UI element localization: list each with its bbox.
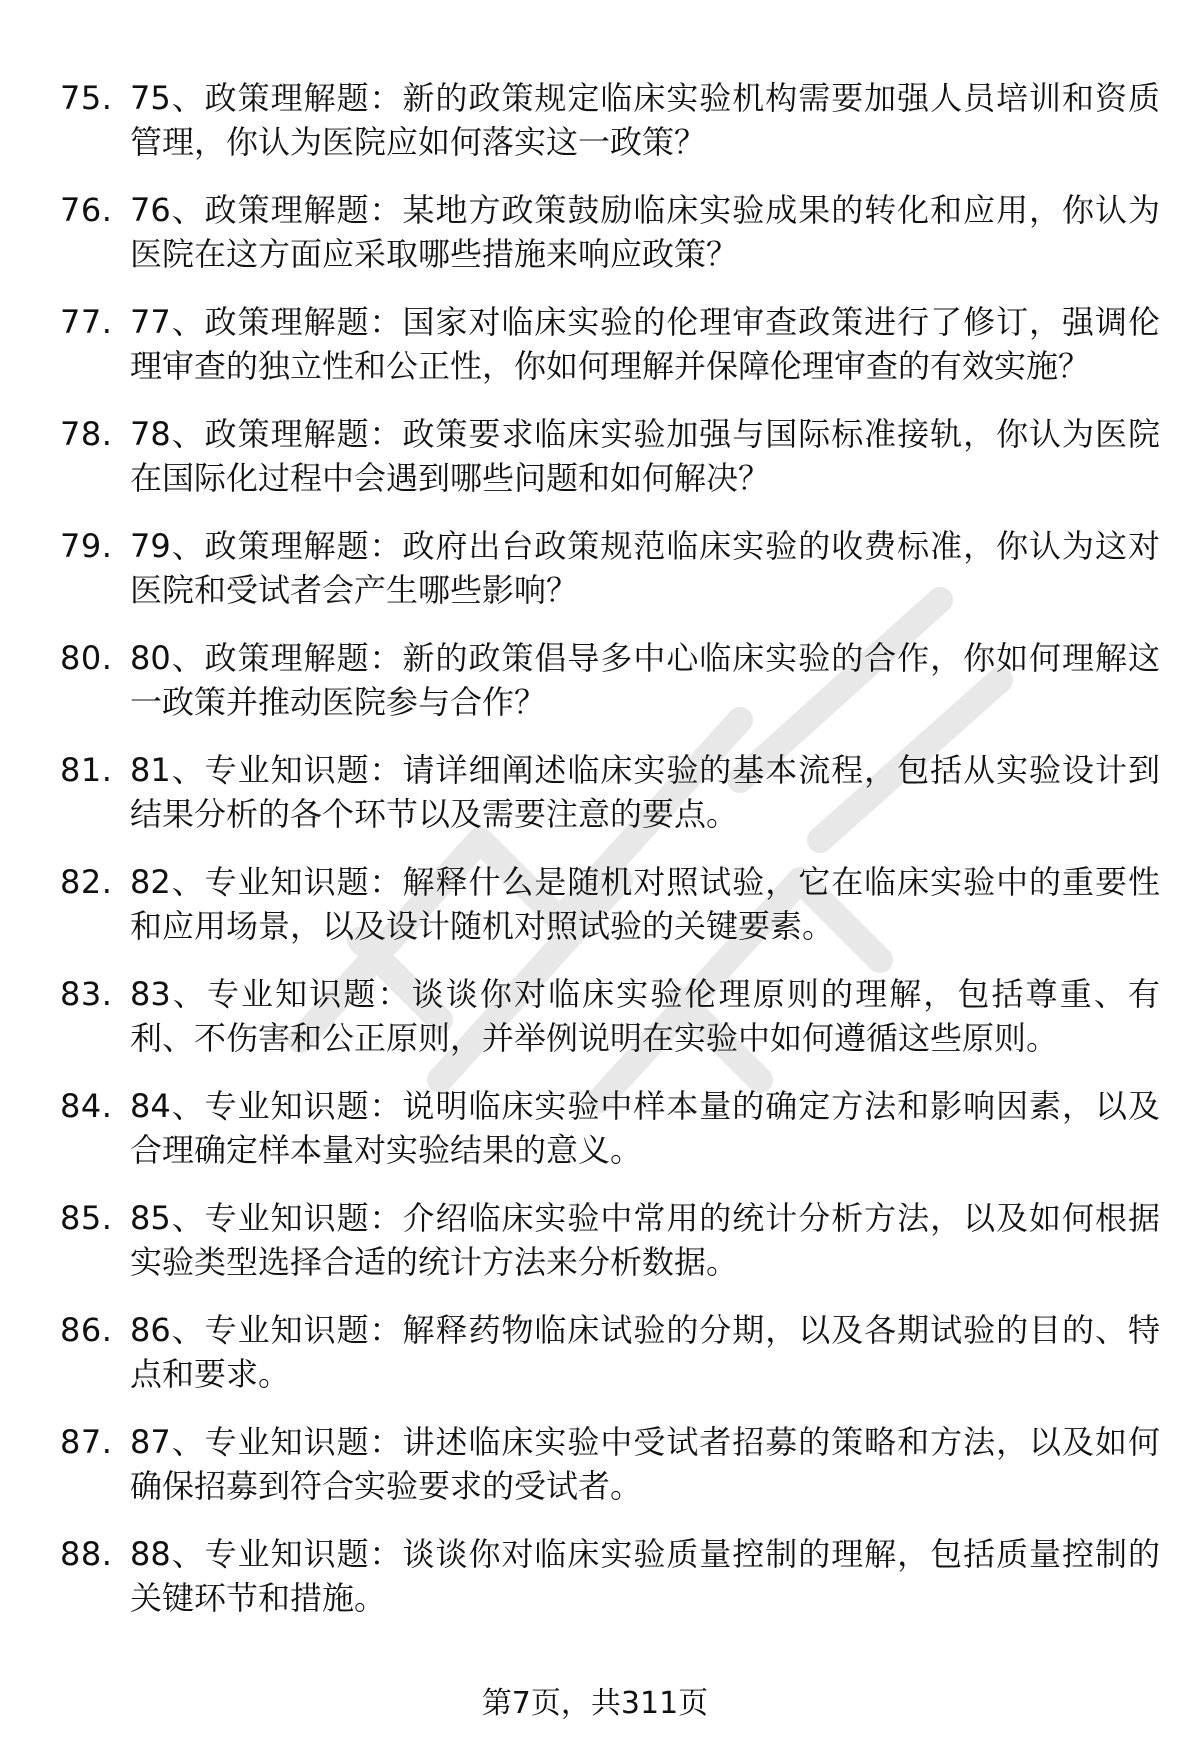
question-item — [60, 636, 1160, 724]
question-item — [60, 524, 1160, 612]
question-list — [60, 76, 1160, 1644]
question-number: 84. — [60, 1087, 113, 1125]
question-item — [60, 1196, 1160, 1284]
question-item — [60, 1084, 1160, 1172]
question-text: 88、专业知识题：谈谈你对临床实验质量控制的理解，包括质量控制的关键环节和措施。 — [130, 1535, 1160, 1617]
question-item — [60, 300, 1160, 388]
question-number: 86. — [60, 1311, 113, 1349]
question-text: 76、政策理解题：某地方政策鼓励临床实验成果的转化和应用，你认为医院在这方面应采取哪些措施来响应政策？ — [130, 191, 1160, 273]
question-number: 83. — [60, 975, 113, 1013]
question-number: 78. — [60, 415, 113, 453]
page-number-footer: 第7页，共311页 — [481, 1686, 709, 1721]
question-item — [60, 860, 1160, 948]
question-number: 77. — [60, 303, 113, 341]
question-text: 80、政策理解题：新的政策倡导多中心临床实验的合作，你如何理解这一政策并推动医院参与合作？ — [130, 639, 1160, 721]
question-item — [60, 972, 1160, 1060]
question-text: 87、专业知识题：讲述临床实验中受试者招募的策略和方法，以及如何确保招募到符合实验要求的受试者。 — [130, 1423, 1160, 1505]
question-item — [60, 1532, 1160, 1620]
question-text: 77、政策理解题：国家对临床实验的伦理审查政策进行了修订，强调伦理审查的独立性和公正性，你如何理解并保障伦理审查的有效实施？ — [130, 303, 1160, 385]
question-number: 79. — [60, 527, 113, 565]
question-text: 84、专业知识题：说明临床实验中样本量的确定方法和影响因素，以及合理确定样本量对实验结果的意义。 — [130, 1087, 1160, 1169]
question-text: 78、政策理解题：政策要求临床实验加强与国际标准接轨，你认为医院在国际化过程中会遇到哪些问题和如何解决？ — [130, 415, 1160, 497]
question-item — [60, 188, 1160, 276]
question-number: 87. — [60, 1423, 113, 1461]
question-number: 85. — [60, 1199, 113, 1237]
question-text: 82、专业知识题：解释什么是随机对照试验，它在临床实验中的重要性和应用场景，以及设计随机对照试验的关键要素。 — [130, 863, 1160, 945]
question-item — [60, 748, 1160, 836]
question-item — [60, 412, 1160, 500]
question-item — [60, 76, 1160, 164]
question-number: 88. — [60, 1535, 113, 1573]
question-text: 75、政策理解题：新的政策规定临床实验机构需要加强人员培训和资质管理，你认为医院应如何落实这一政策？ — [130, 79, 1160, 161]
question-number: 75. — [60, 79, 113, 117]
question-number: 80. — [60, 639, 113, 677]
question-number: 76. — [60, 191, 113, 229]
question-text: 85、专业知识题：介绍临床实验中常用的统计分析方法，以及如何根据实验类型选择合适的统计方法来分析数据。 — [130, 1199, 1160, 1281]
question-item — [60, 1308, 1160, 1396]
question-text: 86、专业知识题：解释药物临床试验的分期，以及各期试验的目的、特点和要求。 — [130, 1311, 1160, 1393]
question-item — [60, 1420, 1160, 1508]
question-number: 82. — [60, 863, 113, 901]
question-text: 81、专业知识题：请详细阐述临床实验的基本流程，包括从实验设计到结果分析的各个环节以及需要注意的要点。 — [130, 751, 1160, 833]
question-number: 81. — [60, 751, 113, 789]
question-text: 79、政策理解题：政府出台政策规范临床实验的收费标准，你认为这对医院和受试者会产生哪些影响？ — [130, 527, 1160, 609]
question-text: 83、专业知识题：谈谈你对临床实验伦理原则的理解，包括尊重、有利、不伤害和公正原则，并举例说明在实验中如何遵循这些原则。 — [130, 975, 1160, 1057]
